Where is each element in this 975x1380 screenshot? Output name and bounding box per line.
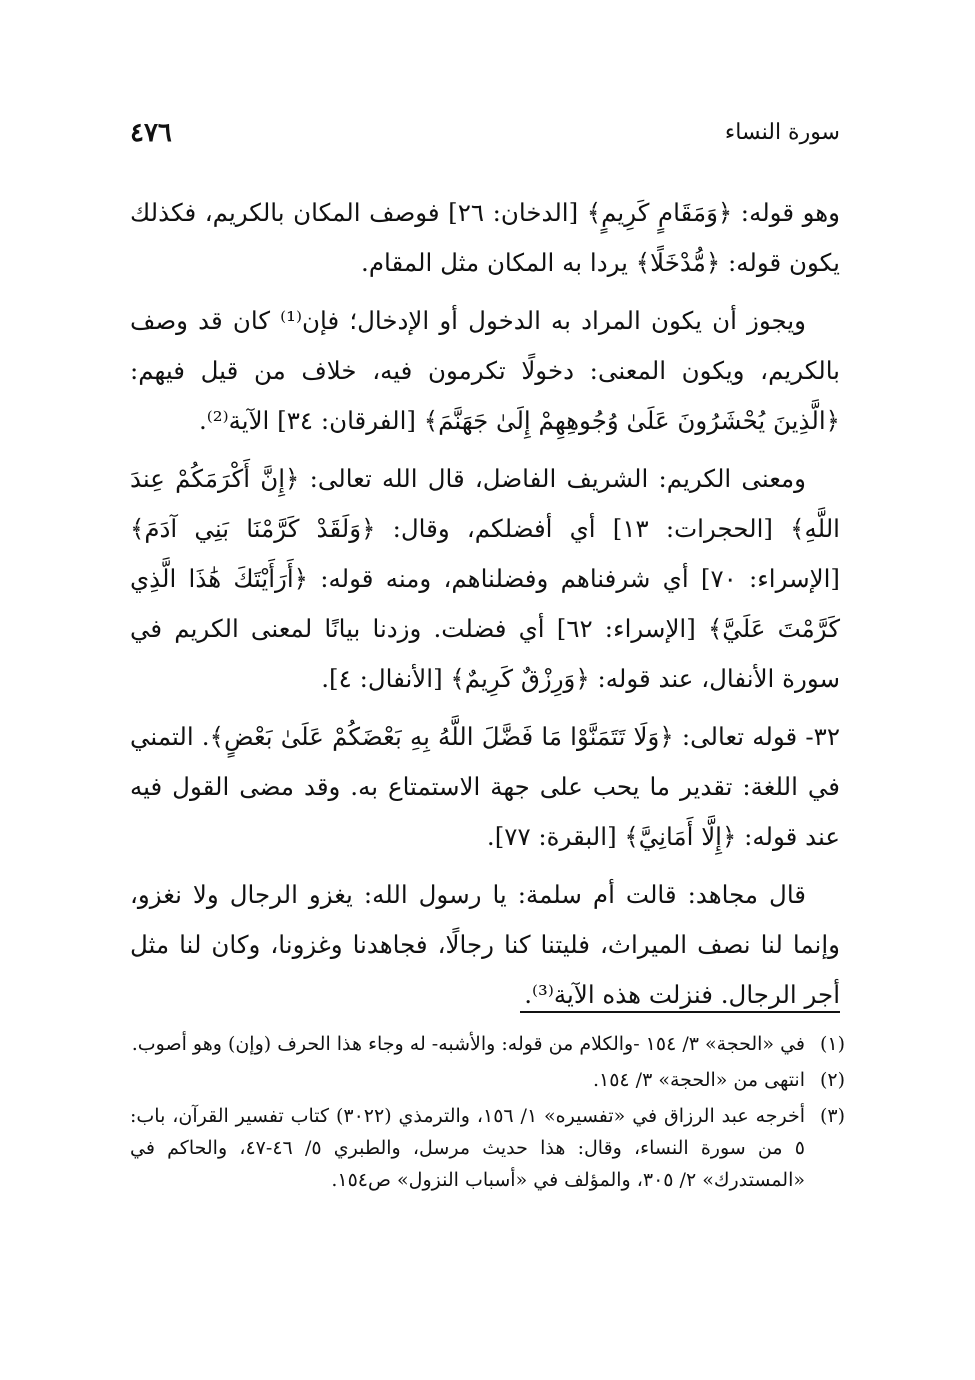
- footnote-number: (٢): [819, 1069, 845, 1091]
- paragraph: ٣٢- قوله تعالى: ﴿وَلَا تَتَمَنَّوْا مَا فَضَّلَ اللَّهُ بِهِ بَعْضَكُمْ عَلَىٰ بَعْضٍ﴾. التمني في اللغة: تقدير ما يحب على جهة الاستمتاع به. وقد مضى القول فيه عند قوله: ﴿إِلَّا أَمَانِيَّ﴾ [البقرة: ٧٧].: [130, 722, 840, 851]
- paragraph: وهو قوله: ﴿وَمَقَامٍ كَرِيمٍ﴾ [الدخان: ٢٦] فوصف المكان بالكريم، فكذلك يكون قوله: ﴿مُّدْخَلًا﴾ يردا به المكان مثل المقام.: [130, 198, 840, 277]
- footnotes: [130, 1028, 845, 1200]
- footnote-number: (١): [819, 1033, 845, 1055]
- footnote-text: انتهى من «الحجة» ٣/ ١٥٤.: [592, 1069, 805, 1091]
- footnote-separator: [520, 1011, 840, 1013]
- main-text: [130, 188, 840, 1028]
- footnote: [130, 1064, 845, 1096]
- page-number: ٤٧٦: [130, 118, 172, 148]
- footnote: [130, 1028, 845, 1060]
- paragraph: قال مجاهد: قالت أم سلمة: يا رسول الله: يغزو الرجال ولا نغزو، وإنما لنا نصف الميراث، فليتنا كنا رجالًا، فجاهدنا وغزونا، وكان لنا مثل أجر الرجال. فنزلت هذه الآية⁽³⁾.: [130, 880, 840, 1009]
- paragraph: ومعنى الكريم: الشريف الفاضل، قال الله تعالى: ﴿إِنَّ أَكْرَمَكُمْ عِندَ اللَّهِ﴾ [الحجرات: ١٣] أي أفضلكم، وقال: ﴿وَلَقَدْ كَرَّمْنَا بَنِي آدَمَ﴾ [الإسراء: ٧٠] أي شرفناهم وفضلناهم، ومنه قوله: ﴿أَرَأَيْتَكَ هَٰذَا الَّذِي كَرَّمْتَ عَلَيَّ﴾ [الإسراء: ٦٢] أي فضلت. وزدنا بيانًا لمعنى الكريم في سورة الأنفال، عند قوله: ﴿وَرِزْقٌ كَرِيمٌ﴾ [الأنفال: ٤].: [130, 464, 840, 693]
- footnote-number: (٣): [819, 1105, 845, 1127]
- footnote-text: في «الحجة» ٣/ ١٥٤ -والكلام من قوله: والأشبه- له وجاء هذا الحرف (وإن) وهو أصوب.: [131, 1033, 805, 1055]
- footnote-text: أخرجه عبد الرزاق في «تفسيره» ١/ ١٥٦، والترمذي (٣٠٢٢) كتاب تفسير القرآن، باب: ٥ من سورة النساء، وقال: هذا حديث مرسل، والطبري ٥/ ٤٦-٤٧، والحاكم في «المستدرك» ٢/ ٣٠٥، والمؤلف في «أسباب النزول» ص١٥٤.: [130, 1105, 806, 1191]
- footnote: [130, 1100, 845, 1196]
- page-header: [130, 112, 840, 152]
- running-title: سورة النساء: [724, 120, 840, 145]
- paragraph: ويجوز أن يكون المراد به الدخول أو الإدخال؛ فإن⁽¹⁾ كان قد وصف بالكريم، ويكون المعنى: دخولًا تكرمون فيه، خلاف من قيل فيهم: ﴿الَّذِينَ يُحْشَرُونَ عَلَىٰ وُجُوهِهِمْ إِلَىٰ جَهَنَّمَ﴾ [الفرقان: ٣٤] الآية⁽²⁾.: [130, 306, 840, 435]
